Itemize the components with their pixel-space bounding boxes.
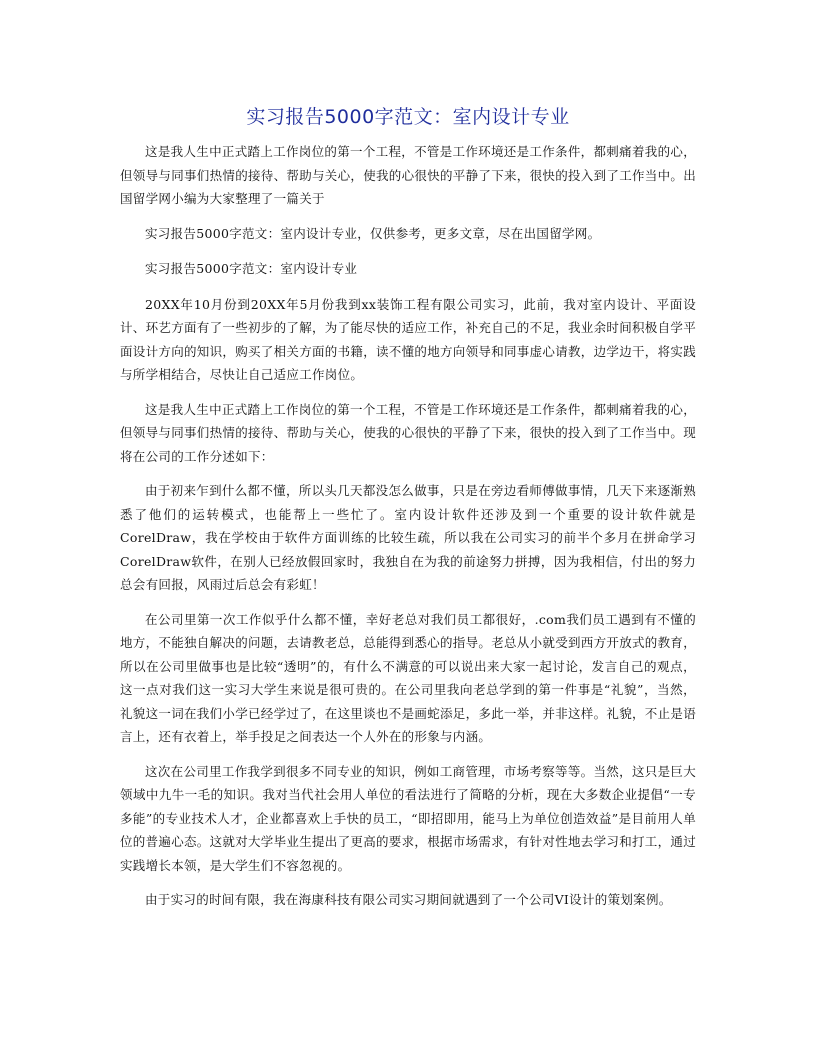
paragraph-first-project: 这是我人生中正式踏上工作岗位的第一个工程，不管是工作环境还是工作条件，都刺痛着我的心，但领导与同事们热情的接待、帮助与关心，使我的心很快的平静了下来，很快的投入到了工作当中。现将在公司的工作分述如下：: [120, 401, 697, 464]
paragraph-internship-period: 20XX年10月份到20XX年5月份我到xx装饰工程有限公司实习，此前，我对室内设计、平面设计、环艺方面有了一些初步的了解，为了能尽快的适应工作，补充自己的不足，我业余时间积极自学平面设计方向的知识，购买了相关方面的书籍，读不懂的地方向领导和同事虚心请教，边学边干，将实践与所学相结合，尽快让自己适应工作岗位。: [120, 296, 697, 382]
paragraph-knowledge-gained: 这次在公司里工作我学到很多不同专业的知识，例如工商管理，市场考察等等。当然，这只是巨大领域中九牛一毛的知识。我对当代社会用人单位的看法进行了简略的分析，现在大多数企业提倡“一专多能”的专业技术人才，企业都喜欢上手快的员工，“即招即用，能马上为单位创造效益”是目前用人单位的普遍心态。这就对大学毕业生提出了更高的要求，根据市场需求，有针对性地去学习和打工，通过实践增长本领，是大学生们不容忽视的。: [120, 763, 697, 873]
paragraph-company-culture: 在公司里第一次工作似乎什么都不懂，幸好老总对我们员工都很好，.com我们员工遇到有不懂的地方，不能独自解决的问题，去请教老总，总能得到悉心的指导。老总从小就受到西方开放式的教育，所以在公司里做事也是比较“透明”的，有什么不满意的可以说出来大家一起讨论，发言自己的观点，这一点对我们这一实习大学生来说是很可贵的。在公司里我向老总学到的第一件事是“礼貌”，当然，礼貌这一词在我们小学已经学过了，在这里谈也不是画蛇添足，多此一举，并非这样。礼貌，不止是语言上，还有衣着上，举手投足之间表达一个人外在的形象与内涵。: [120, 611, 697, 744]
document-body: [120, 140, 696, 923]
paragraph-vi-design-case: 由于实习的时间有限，我在海康科技有限公司实习期间就遇到了一个公司VI设计的策划案例。: [145, 892, 672, 907]
paragraph-learning-software: 由于初来乍到什么都不懂，所以头几天都没怎么做事，只是在旁边看师傅做事情，几天下来逐渐熟悉了他们的运转模式，也能帮上一些忙了。室内设计软件还涉及到一个重要的设计软件就是CorelDraw，我在学校由于软件方面训练的比较生疏，所以我在公司实习的前半个多月在拼命学习CorelDraw软件，在别人已经放假回家时，我独自在为我的前途努力拼搏，因为我相信，付出的努力总会有回报，风雨过后总会有彩虹！: [120, 483, 696, 592]
document-title: 实习报告5000字范文：室内设计专业: [246, 106, 570, 128]
paragraph-heading: 实习报告5000字范文：室内设计专业: [145, 261, 358, 276]
paragraph-intro: 这是我人生中正式踏上工作岗位的第一个工程，不管是工作环境还是工作条件，都刺痛着我的心，但领导与同事们热情的接待、帮助与关心，使我的心很快的平静了下来，很快的投入到了工作当中。出国留学网小编为大家整理了一篇关于: [120, 144, 697, 206]
paragraph-intro-continued: 实习报告5000字范文：室内设计专业，仅供参考，更多文章，尽在出国留学网。: [145, 225, 601, 241]
